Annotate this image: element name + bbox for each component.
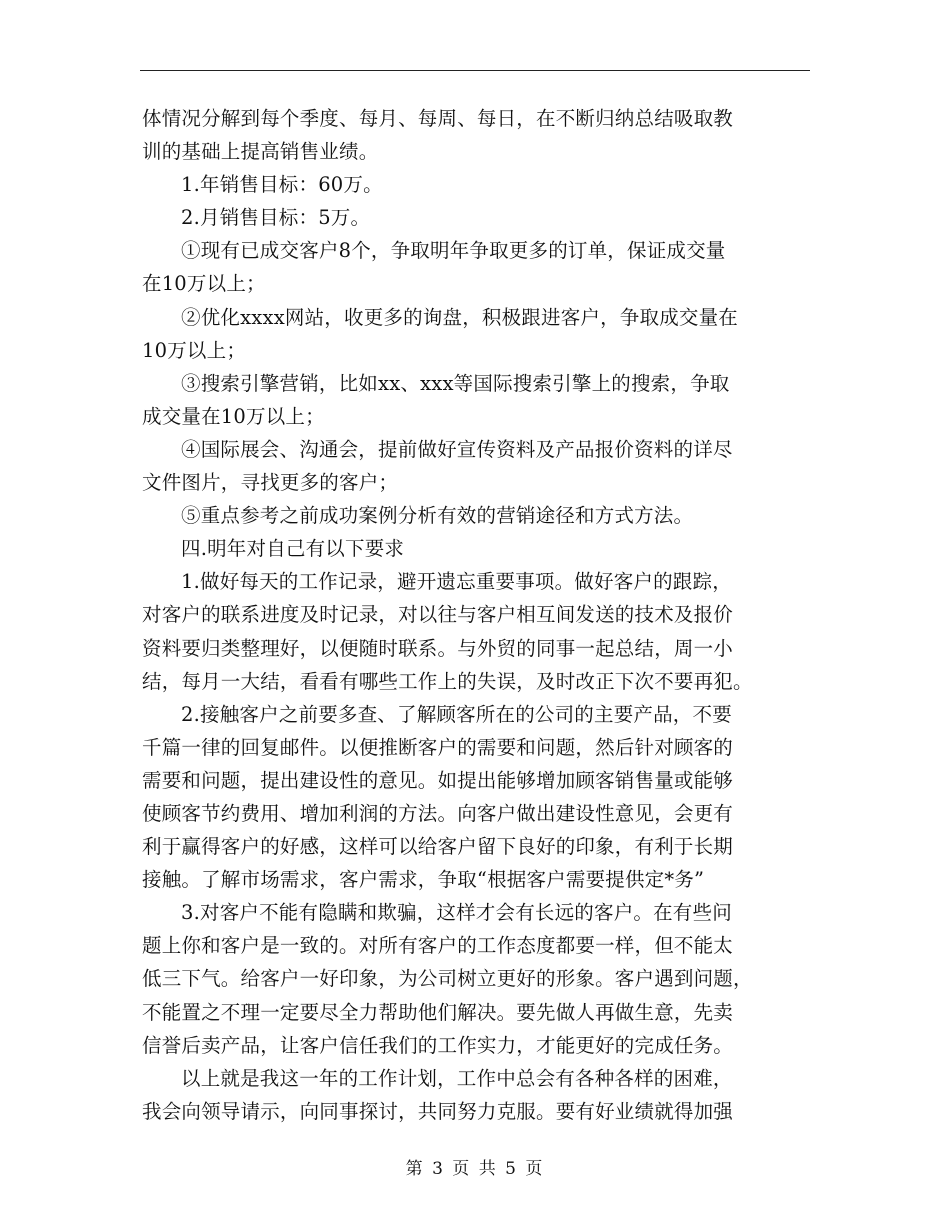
text-line: 需要和问题，提出建设性的意见。如提出能够增加顾客销售量或能够 bbox=[142, 768, 734, 792]
text-line: 千篇一律的回复邮件。以便推断客户的需要和问题，然后针对顾客的 bbox=[142, 735, 734, 759]
text-line: 成交量在10万以上； bbox=[142, 404, 325, 428]
text-line: 文件图片，寻找更多的客户； bbox=[142, 471, 399, 495]
text-line: 信誉后卖产品，让客户信任我们的工作实力，才能更好的完成任务。 bbox=[142, 1033, 734, 1057]
text-line: ④国际展会、沟通会，提前做好宣传资料及产品报价资料的详尽 bbox=[181, 437, 733, 461]
text-line: ①现有已成交客户8个，争取明年争取更多的订单，保证成交量 bbox=[181, 239, 726, 263]
text-line: ②优化xxxx网站，收更多的询盘，积极跟进客户，争取成交量在 bbox=[181, 305, 738, 329]
text-line: 对客户的联系进度及时记录，对以往与客户相互间发送的技术及报价 bbox=[142, 603, 734, 627]
text-line: 利于赢得客户的好感，这样可以给客户留下良好的印象，有利于长期 bbox=[142, 835, 734, 859]
text-line: 使顾客节约费用、增加利润的方法。向客户做出建设性意见，会更有 bbox=[142, 801, 734, 825]
text-line: 低三下气。给客户一好印象，为公司树立更好的形象。客户遇到问题， bbox=[142, 967, 753, 991]
text-line: 2.接触客户之前要多查、了解顾客所在的公司的主要产品，不要 bbox=[181, 702, 732, 726]
text-line: 体情况分解到每个季度、每月、每周、每日，在不断归纳总结吸取教 bbox=[142, 107, 734, 130]
text-line: 2.月销售目标：5万。 bbox=[181, 206, 371, 230]
text-line: 我会向领导请示，向同事探讨，共同努力克服。要有好业绩就得加强 bbox=[142, 1099, 734, 1123]
text-line: 接触。了解市场需求，客户需求，争取“根据客户需要提供定*务” bbox=[142, 868, 705, 892]
text-line: 训的基础上提高销售业绩。 bbox=[142, 140, 379, 164]
text-line: 1.做好每天的工作记录，避开遗忘重要事项。做好客户的跟踪， bbox=[181, 570, 732, 594]
text-line: 资料要归类整理好，以便随时联系。与外贸的同事一起总结，周一小 bbox=[142, 636, 734, 660]
text-line: 不能置之不理一定要尽全力帮助他们解决。要先做人再做生意，先卖 bbox=[142, 1000, 734, 1024]
text-line: 在10万以上； bbox=[142, 272, 266, 296]
text-line: 以上就是我这一年的工作计划，工作中总会有各种各样的困难， bbox=[181, 1066, 733, 1090]
page-number-footer: 第 3 页 共 5 页 bbox=[405, 1159, 545, 1179]
text-line: 3.对客户不能有隐瞒和欺骗，这样才会有长远的客户。在有些问 bbox=[181, 901, 732, 925]
document-body bbox=[142, 102, 810, 1128]
text-line: 10万以上； bbox=[142, 338, 247, 362]
text-line: 四.明年对自己有以下要求 bbox=[181, 537, 405, 561]
header-rule bbox=[140, 70, 810, 71]
text-line: 1.年销售目标：60万。 bbox=[181, 173, 383, 197]
text-line: ⑤重点参考之前成功案例分析有效的营销途径和方式方法。 bbox=[181, 504, 694, 528]
text-line: ③搜索引擎营销，比如xx、xxx等国际搜索引擎上的搜索，争取 bbox=[181, 371, 730, 395]
text-line: 题上你和客户是一致的。对所有客户的工作态度都要一样，但不能太 bbox=[142, 934, 734, 958]
text-line: 结，每月一大结，看看有哪些工作上的失误，及时改正下次不要再犯。 bbox=[142, 669, 753, 693]
